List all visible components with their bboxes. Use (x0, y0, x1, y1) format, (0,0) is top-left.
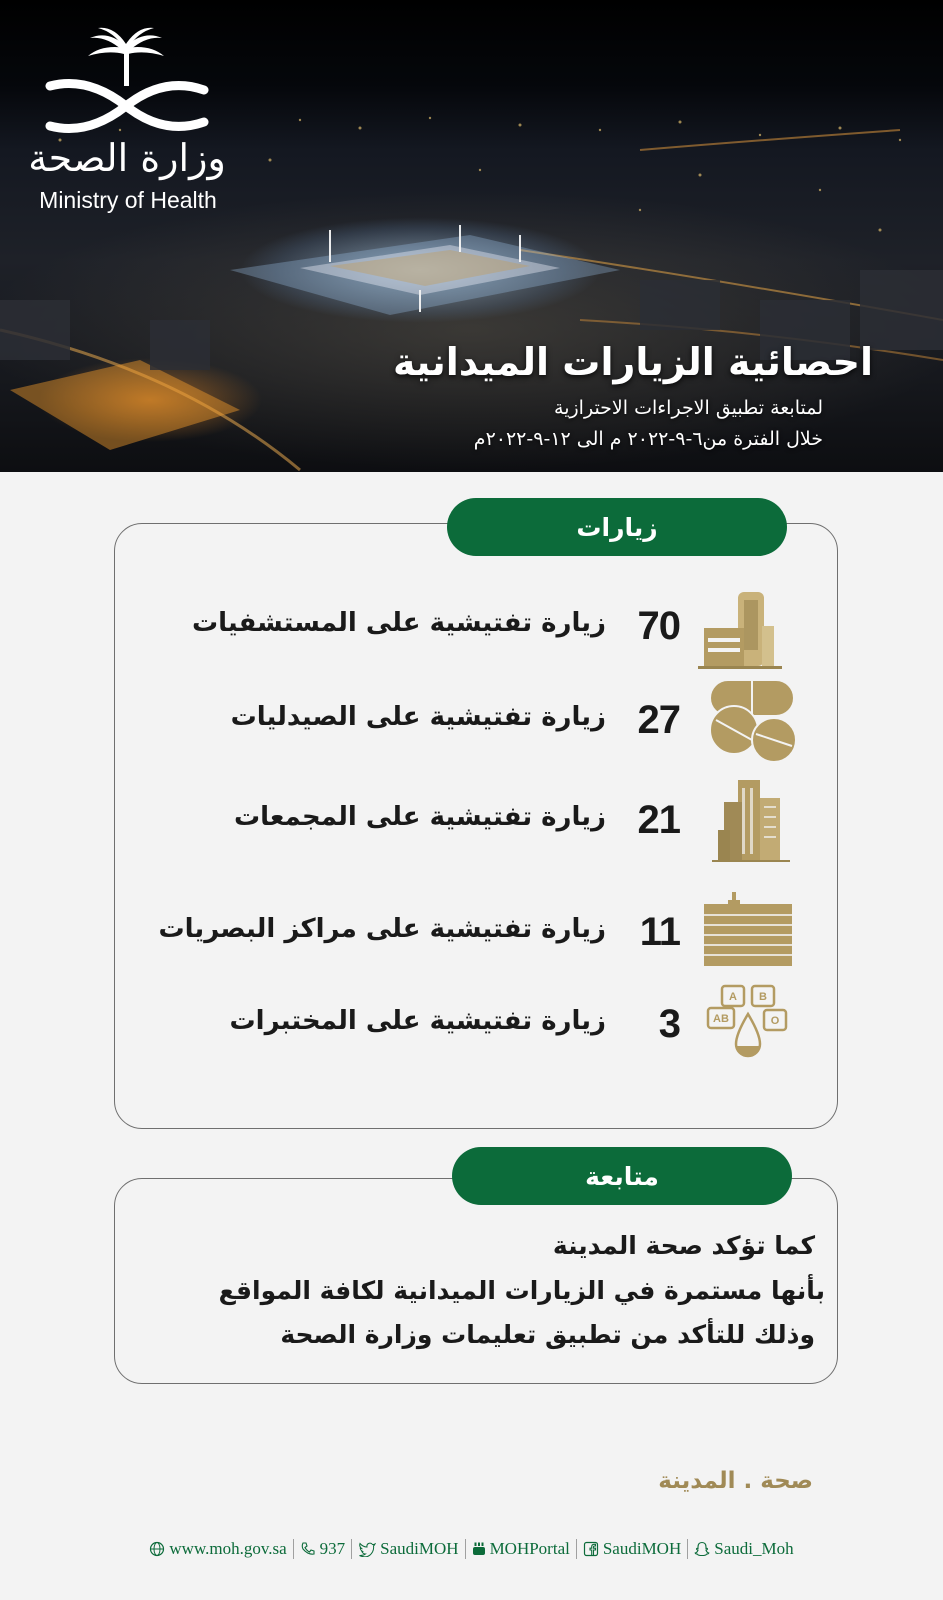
footer-website[interactable] (143, 1539, 292, 1559)
footer-facebook[interactable] (577, 1539, 687, 1559)
snapchat-text: Saudi_Moh (714, 1539, 794, 1558)
footer-contact-bar (0, 1534, 943, 1564)
page-subtitle: لمتابعة تطبيق الاجراءات الاحترازية (554, 397, 823, 419)
svg-text:AB: AB (713, 1013, 729, 1025)
svg-text:O: O (770, 1015, 780, 1027)
footer-phone[interactable] (294, 1539, 352, 1559)
follow-up-line-3: وذلك للتأكد من تطبيق تعليمات وزارة الصحة (280, 1320, 815, 1349)
svg-text:A: A (729, 991, 737, 1003)
visit-row-hospitals (114, 586, 838, 666)
twitter-icon (358, 1541, 376, 1557)
facebook-text: SaudiMOH (602, 1539, 682, 1558)
youtube-icon (472, 1541, 486, 1557)
visit-label: زيارة تفتيشية على المجمعات (233, 802, 606, 832)
signature-text: صحة . المدينة (658, 1468, 813, 1494)
visit-row-complexes (114, 780, 838, 860)
visit-count: 11 (639, 910, 680, 954)
visit-count: 70 (637, 604, 680, 648)
follow-up-heading: متابعة (452, 1147, 792, 1205)
visit-count: 3 (658, 1002, 680, 1046)
logo-english-text: Ministry of Health (39, 187, 217, 213)
snapchat-icon (694, 1541, 710, 1557)
visit-count: 21 (637, 798, 680, 842)
facebook-icon (583, 1541, 599, 1557)
phone-text: 937 (319, 1539, 346, 1558)
footer-youtube[interactable] (466, 1539, 576, 1559)
website-text: www.moh.gov.sa (169, 1539, 287, 1558)
pills-icon (698, 680, 808, 766)
optics-center-icon (698, 892, 808, 978)
follow-up-line-1: كما تؤكد صحة المدينة (552, 1231, 815, 1260)
visit-label: زيارة تفتيشية على المختبرات (229, 1006, 606, 1036)
visit-label: زيارة تفتيشية على المستشفيات (191, 608, 606, 638)
visit-row-pharmacies (114, 680, 838, 760)
visit-row-optics-centers (114, 892, 838, 972)
phone-icon (300, 1541, 316, 1557)
blood-type-lab-icon (698, 984, 808, 1070)
visit-count: 27 (637, 698, 680, 742)
visit-row-labs (114, 984, 838, 1064)
visits-heading: زيارات (447, 498, 787, 556)
visit-label: زيارة تفتيشية على الصيدليات (230, 702, 606, 732)
svg-text:B: B (759, 991, 767, 1003)
visit-label: زيارة تفتيشية على مراكز البصريات (158, 914, 606, 944)
logo-arabic-text: وزارة الصحة (28, 136, 226, 180)
footer-snapchat[interactable] (688, 1539, 799, 1559)
follow-up-line-2: بأنها مستمرة في الزيارات الميدانية لكافة المواقع (218, 1276, 825, 1305)
page-title: احصائية الزيارات الميدانية (392, 340, 873, 384)
globe-icon (149, 1541, 165, 1557)
building-complex-icon (698, 780, 808, 866)
hero-banner (0, 0, 943, 472)
period-text: خلال الفترة من٦-٩-٢٠٢٢ م الى ١٢-٩-٢٠٢٢م (473, 428, 823, 450)
footer-twitter[interactable] (352, 1539, 464, 1559)
youtube-text: MOHPortal (489, 1539, 570, 1558)
twitter-text: SaudiMOH (380, 1539, 459, 1558)
hospital-icon (698, 586, 808, 672)
